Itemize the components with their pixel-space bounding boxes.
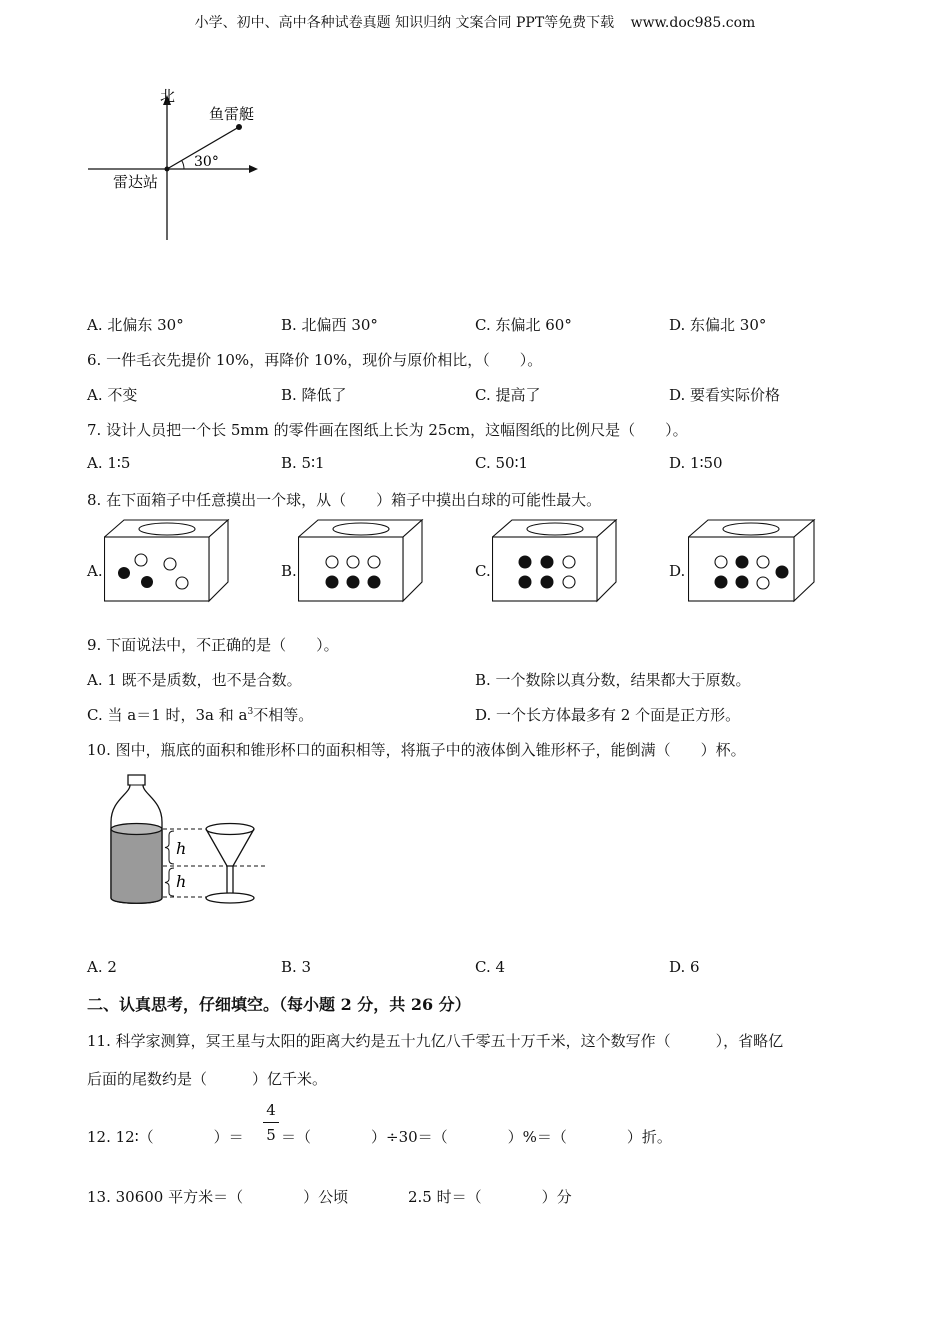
q10-bottle-cup-diagram [105,772,270,912]
q8-box-a[interactable] [104,519,230,603]
q7-option-d[interactable]: D. 1∶50 [669,454,723,472]
q6-option-c[interactable]: C. 提高了 [475,386,541,404]
q6-option-b[interactable]: B. 降低了 [281,386,347,404]
q9-option-c-text: C. 当 a＝1 时，3a 和 a [87,706,248,724]
white-ball [326,556,338,568]
q8-label-a[interactable]: A. [87,562,103,580]
q11-line-2: 后面的尾数约是（ ）亿千米。 [87,1070,328,1088]
angle-arc [182,161,184,170]
white-ball [164,558,176,570]
q13-part-1: 13. 30600 平方米＝（ ）公顷 [87,1188,349,1206]
black-ball [141,576,153,588]
q12-denominator: 5 [266,1126,276,1144]
q9-option-c-exponent: 3 [247,707,254,717]
east-arrow-icon [249,165,258,173]
white-ball [563,556,575,568]
black-ball [118,567,130,579]
boat-point [236,124,242,130]
q7-option-c[interactable]: C. 50∶1 [475,454,529,472]
q12-fraction [263,1100,279,1145]
q7-text: 7. 设计人员把一个长 5mm 的零件画在图纸上长为 25cm，这幅图纸的比例尺是（ ）。 [87,421,688,439]
q10-text: 10. 图中，瓶底的面积和锥形杯口的面积相等，将瓶子中的液体倒入锥形杯子，能倒满（ ）杯。 [87,741,746,759]
q12-numerator: 4 [266,1101,276,1119]
q11-line-1: 11. 科学家测算，冥王星与太阳的距离大约是五十九亿八千零五十万千米，这个数写作（ ），省略亿 [87,1032,784,1050]
q9-text: 9. 下面说法中，不正确的是（ ）。 [87,636,339,654]
q5-option-d[interactable]: D. 东偏北 30° [669,316,767,334]
white-ball [563,576,575,588]
q8-label-b[interactable]: B. [281,562,297,580]
white-ball [135,554,147,566]
q12-suffix: ＝（ ）÷30＝（ ）%＝（ ）折。 [281,1128,672,1146]
black-ball [736,556,749,569]
white-ball [757,577,769,589]
q5-option-b[interactable]: B. 北偏西 30° [281,316,378,334]
q10-option-d[interactable]: D. 6 [669,958,700,976]
box-opening [723,523,779,535]
station-point [165,167,170,172]
h-label-top: h [176,839,187,858]
black-ball [519,556,532,569]
q8-label-d[interactable]: D. [669,562,686,580]
q6-option-d[interactable]: D. 要看实际价格 [669,386,781,404]
q13-part-2: 2.5 时＝（ ）分 [408,1188,572,1206]
q9-option-a[interactable]: A. 1 既不是质数，也不是合数。 [87,671,302,689]
q9-option-c-tail: 不相等。 [253,706,314,724]
q8-text: 8. 在下面箱子中任意摸出一个球，从（ ）箱子中摸出白球的可能性最大。 [87,491,602,509]
q5-option-c[interactable]: C. 东偏北 60° [475,316,572,334]
black-ball [736,576,749,589]
header-text: 小学、初中、高中各种试卷真题 知识归纳 文案合同 PPT等免费下载 [194,15,615,31]
black-ball [347,576,360,589]
q8-box-b[interactable] [298,519,424,603]
north-label: 北 [160,87,176,105]
page-header [0,12,950,32]
q6-option-a[interactable]: A. 不变 [87,386,138,404]
q7-option-b[interactable]: B. 5∶1 [281,454,325,472]
black-ball [519,576,532,589]
white-ball [368,556,380,568]
q10-option-c[interactable]: C. 4 [475,958,506,976]
white-ball [347,556,359,568]
q12-prefix: 12. 12∶（ ）＝ [87,1128,244,1146]
q9-option-c[interactable] [87,704,313,725]
box-opening [333,523,389,535]
black-ball [326,576,339,589]
black-ball [368,576,381,589]
black-ball [541,576,554,589]
h-brace-top [165,831,174,864]
q5-option-a[interactable]: A. 北偏东 30° [87,316,184,334]
q9-option-d[interactable]: D. 一个长方体最多有 2 个面是正方形。 [475,706,741,724]
q8-box-c[interactable] [492,519,618,603]
header-url[interactable]: www.doc985.com [630,15,756,31]
white-ball [715,556,727,568]
cup-base [206,893,254,903]
angle-label: 30° [194,154,219,170]
bottle-liquid [111,829,162,903]
cup-rim [206,824,254,835]
liquid-surface [111,824,162,835]
black-ball [541,556,554,569]
boat-label: 鱼雷艇 [209,105,255,123]
q8-label-c[interactable]: C. [475,562,491,580]
box-opening [139,523,195,535]
black-ball [776,566,789,579]
white-ball [757,556,769,568]
q6-text: 6. 一件毛衣先提价 10%，再降价 10%，现价与原价相比，（ ）。 [87,351,543,369]
h-label-bottom: h [176,872,187,891]
q9-option-b[interactable]: B. 一个数除以真分数，结果都大于原数。 [475,671,751,689]
box-opening [527,523,583,535]
q5-direction-diagram [80,80,280,250]
q10-option-b[interactable]: B. 3 [281,958,312,976]
q8-box-d[interactable] [688,519,816,603]
white-ball [176,577,188,589]
q10-option-a[interactable]: A. 2 [87,958,117,976]
fraction-bar [263,1122,279,1123]
black-ball [715,576,728,589]
h-brace-bottom [165,868,174,896]
section-2-title: 二、认真思考，仔细填空。（每小题 2 分，共 26 分） [87,995,471,1014]
station-label: 雷达站 [113,173,159,191]
q7-option-a[interactable]: A. 1∶5 [87,454,131,472]
